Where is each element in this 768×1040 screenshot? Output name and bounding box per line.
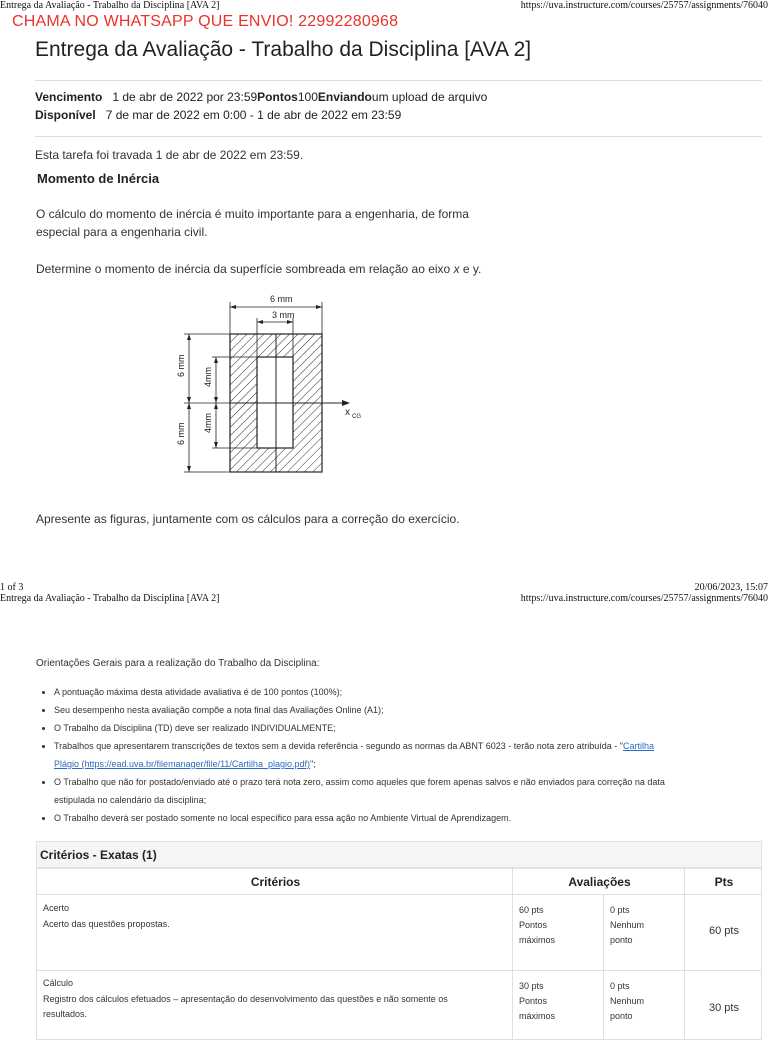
rating-points: 0 pts bbox=[610, 981, 630, 991]
guideline-item bbox=[54, 773, 768, 809]
rating-label: Pontos bbox=[519, 996, 548, 1006]
header-criterios bbox=[36, 867, 513, 895]
promo-banner: CHAMA NO WHATSAPP QUE ENVIO! 22992280968 bbox=[12, 13, 399, 30]
guideline-item: • O Trabalho deverá ser postado somente no local específico para essa ação no Ambiente Virtual de Aprendizagem. bbox=[54, 809, 768, 827]
locked-notice: Esta tarefa foi travada 1 de abr de 2022 em 23:59. bbox=[35, 148, 304, 162]
print-footer-page: 1 of 3 bbox=[0, 582, 24, 593]
guidelines-list bbox=[36, 683, 768, 827]
paragraph-2 bbox=[36, 262, 481, 276]
criterion-description: Registro dos cálculos efetuados – apresentação do desenvolvimento das questões e não somente os bbox=[43, 994, 448, 1004]
enviando-value: um upload de arquivo bbox=[371, 90, 488, 104]
print-header-2-title: Entrega da Avaliação - Trabalho da Disciplina [AVA 2] bbox=[0, 593, 220, 604]
rating-label: Pontos bbox=[519, 920, 548, 930]
row-points-value: 30 pts bbox=[709, 1002, 739, 1014]
page-title: Entrega da Avaliação - Trabalho da Disciplina [AVA 2] bbox=[35, 38, 532, 61]
paragraph-3: Apresente as figuras, juntamente com os cálculos para a correção do exercício. bbox=[36, 512, 460, 526]
enviando-label: Enviando bbox=[317, 90, 372, 104]
table-row bbox=[36, 894, 513, 971]
rating-label: Nenhum bbox=[610, 996, 645, 1006]
header-criterios-text: Critérios bbox=[250, 875, 301, 889]
disponivel-value: 7 de mar de 2022 em 0:00 - 1 de abr de 2022 em 23:59 bbox=[105, 108, 402, 122]
guideline-text: O Trabalho que não for postado/enviado até o prazo terá nota zero, assim como aqueles que forem apenas salvos e não enviados para correção na data bbox=[54, 777, 665, 787]
pontos-label: Pontos bbox=[257, 90, 298, 104]
rating-max bbox=[512, 894, 604, 971]
paragraph-2-text: Determine o momento de inércia da superfície sombreada em relação ao eixo bbox=[36, 262, 454, 276]
dim-top-outer: 6 mm bbox=[270, 294, 293, 304]
cartilha-link[interactable]: Plágio (https://ead.uva.br/filemanager/file/11/Cartilha_plagio.pdf) bbox=[54, 759, 310, 769]
x-axis-arrowhead bbox=[342, 400, 350, 406]
criteria-caption bbox=[36, 841, 762, 869]
cartilha-link-start[interactable]: Cartilha bbox=[623, 741, 655, 751]
row-points bbox=[684, 894, 762, 971]
guideline-text: Trabalhos que apresentarem transcrições de textos sem a devida referência - segundo as normas da ABNT 6023 - terão nota zero atribuída - " bbox=[54, 741, 624, 751]
rating-points: 0 pts bbox=[610, 905, 630, 915]
dim-inner-lower: 4mm bbox=[203, 413, 213, 433]
print-header-title: Entrega da Avaliação - Trabalho da Disciplina [AVA 2] bbox=[0, 0, 220, 11]
table-row bbox=[36, 970, 513, 1040]
rating-points: 60 pts bbox=[519, 905, 544, 915]
axis-subscript: CG bbox=[352, 414, 361, 420]
print-footer-date: 20/06/2023, 15:07 bbox=[694, 582, 768, 593]
guideline-item: • A pontuação máxima desta atividade avaliativa é de 100 pontos (100%); bbox=[54, 683, 768, 701]
guideline-text-cont: estipulada no calendário da disciplina; bbox=[54, 795, 207, 805]
header-avaliacoes bbox=[512, 867, 685, 895]
guidelines-title: Orientações Gerais para a realização do Trabalho da Disciplina: bbox=[36, 658, 320, 669]
guideline-item: • Seu desempenho nesta avaliação compõe a nota final das Avaliações Online (A1); bbox=[54, 701, 768, 719]
guideline-text-tail: "; bbox=[309, 759, 316, 769]
criterion-description: Acerto das questões propostas. bbox=[43, 919, 170, 929]
header-pts bbox=[684, 867, 762, 895]
print-header-2-url: https://uva.instructure.com/courses/25757/assignments/76040 bbox=[520, 593, 768, 604]
row-points-value: 60 pts bbox=[709, 925, 739, 937]
moment-of-inertia-figure bbox=[160, 285, 380, 480]
criterion-name: Cálculo bbox=[43, 978, 74, 988]
pontos-value: 100 bbox=[297, 90, 318, 104]
rating-points: 30 pts bbox=[519, 981, 544, 991]
rating-label: máximos bbox=[519, 935, 556, 945]
rating-label: máximos bbox=[519, 1011, 556, 1021]
disponivel-label: Disponível bbox=[35, 108, 96, 122]
criteria-caption-text: Critérios - Exatas (1) bbox=[40, 848, 157, 862]
vencimento-value: 1 de abr de 2022 por 23:59 bbox=[112, 90, 258, 104]
section-heading: Momento de Inércia bbox=[37, 171, 160, 186]
title-divider bbox=[35, 80, 762, 81]
rating-label: ponto bbox=[610, 935, 633, 945]
criterion-description-cont: resultados. bbox=[43, 1009, 88, 1019]
print-header-url: https://uva.instructure.com/courses/25757/assignments/76040 bbox=[520, 0, 768, 11]
header-avaliacoes-text: Avaliações bbox=[568, 875, 631, 889]
rating-zero bbox=[603, 894, 685, 971]
dim-top-inner: 3 mm bbox=[272, 310, 295, 320]
meta-divider bbox=[35, 136, 762, 137]
paragraph-1-line-2: especial para a engenharia civil. bbox=[36, 225, 208, 239]
vencimento-label: Vencimento bbox=[35, 90, 103, 104]
guideline-item: • O Trabalho da Disciplina (TD) deve ser realizado INDIVIDUALMENTE; bbox=[54, 719, 768, 737]
rating-label: ponto bbox=[610, 1011, 633, 1021]
paragraph-2-tail: e y. bbox=[459, 262, 482, 276]
rating-max bbox=[512, 970, 604, 1040]
criterion-name: Acerto bbox=[43, 903, 70, 913]
rating-label: Nenhum bbox=[610, 920, 645, 930]
paragraph-1-line-1: O cálculo do momento de inércia é muito importante para a engenharia, de forma bbox=[36, 207, 469, 221]
dim-left-lower: 6 mm bbox=[176, 422, 186, 445]
guideline-item bbox=[54, 737, 768, 773]
header-pts-text: Pts bbox=[714, 875, 734, 889]
axis-label: x bbox=[345, 407, 350, 418]
meta-row-1 bbox=[35, 90, 487, 104]
dim-left-upper: 6 mm bbox=[176, 354, 186, 377]
meta-row-2 bbox=[35, 108, 401, 122]
dim-inner-upper: 4mm bbox=[203, 367, 213, 387]
paragraph-2-axis: x bbox=[453, 262, 460, 276]
rating-zero bbox=[603, 970, 685, 1040]
row-points bbox=[684, 970, 762, 1040]
